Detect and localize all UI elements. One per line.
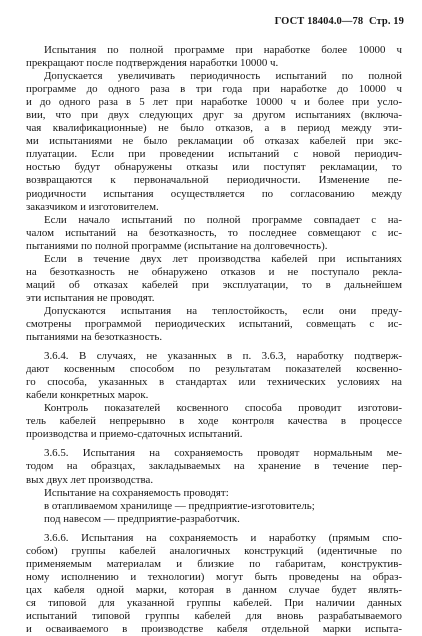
paragraph — [26, 214, 402, 253]
text-line: смотрены программой периодических испытаний, совмещать с ис- — [26, 317, 402, 330]
page-label: Стр. — [368, 16, 391, 27]
text-line: кабели конкретных марок. — [26, 389, 149, 402]
paragraph — [26, 305, 402, 344]
paragraph — [26, 350, 402, 402]
text-line: и до одного раза в 5 лет при наработке 10000 ч и более при усло- — [26, 96, 402, 109]
text-line: 3.6.5. Испытания на сохраняемость проводят нормальным ме- — [44, 447, 402, 460]
standard-id: ГОСТ 18404.0—78 — [274, 16, 364, 27]
text-line: применяемым материалам и близкие по габаритам, конструктив- — [26, 557, 402, 570]
text-line: испытаний типовой группы кабелей для вновь разрабатываемого — [26, 609, 402, 622]
text-line: Если в течение двух лет производства кабелей при испытаниях — [44, 252, 402, 265]
text-line: ностью будут обнаружены отказы или поступят рекламации, то — [26, 161, 402, 174]
text-line: Если начало испытаний по полной программе совпадает с на- — [44, 213, 402, 226]
text-line: заказчиком и изготовителем. — [26, 200, 159, 213]
text-line: ному исполнению и технологии) могут быть проведены на образ- — [26, 570, 402, 583]
text-line: ми испытаниями не было рекламации об отказах кабелей при экс- — [26, 135, 402, 148]
text-line: го способа, указанных в стандартах или технических условиях на — [26, 376, 402, 389]
page-number: 19 — [393, 16, 404, 27]
document-body — [26, 44, 402, 636]
text-line: Допускается увеличивать периодичность испытаний по полной — [44, 70, 402, 83]
text-line: под навесом — предприятие-разработчик. — [44, 512, 240, 525]
text-line: на безотказность не обнаружено отказов и не поступало рекла- — [26, 265, 402, 278]
text-line: вых двух лет производства. — [26, 473, 154, 486]
text-line: вии, что при двух следующих друг за другом испытаниях (включа- — [26, 109, 402, 122]
paragraph — [26, 532, 402, 636]
text-line: Испытание на сохраняемость проводят: — [44, 486, 229, 499]
text-line: риодичности испытания осуществляется по согласованию между — [26, 187, 402, 200]
text-line: 3.6.4. В случаях, не указанных в п. 3.6.3, наработку подтверж- — [44, 350, 402, 363]
text-line: цах кабеля одной марки, которая в данном случае будет являть- — [26, 583, 402, 596]
text-line: Контроль показателей косвенного способа проводит изготови- — [44, 402, 402, 415]
text-line: 3.6.6. Испытания на сохраняемость и наработку (прямым спо- — [44, 531, 402, 544]
text-line: и осваиваемого в производстве кабеля отдельной марки испыта- — [26, 623, 402, 636]
text-line: тодом на образцах, закладываемых на хранение в течение пер- — [26, 460, 402, 473]
text-line: Испытания по полной программе при наработке более 10000 ч — [44, 44, 402, 56]
text-line: Допускаются испытания на теплостойкость, если они преду- — [44, 304, 402, 317]
paragraph — [26, 44, 402, 70]
paragraph — [26, 402, 402, 441]
text-line: чалом испытаний на безотказность, то последнее совмещают с ис- — [26, 226, 402, 239]
text-line: ся типовой для указанной группы кабелей. При наличии данных — [26, 596, 402, 609]
text-line: пытаниями по полной программе (испытание на долговечность). — [26, 239, 328, 252]
text-line: программе до одного раза в три года при наработке до 10000 ч — [26, 83, 402, 96]
text-line: в отапливаемом хранилище — предприятие-изготовитель; — [44, 499, 315, 512]
text-line: чая квалификационные) не было отказов, а в период между эти- — [26, 122, 402, 135]
text-line: возвращаются к первоначальной периодичности. Изменение пе- — [26, 174, 402, 187]
text-line: прекращают после подтверждения наработки 10000 ч. — [26, 57, 279, 70]
paragraph — [26, 487, 402, 526]
text-line: производства и приемо-сдаточных испытаний. — [26, 428, 243, 441]
text-line: собом) группы кабелей аналогичных конструкций (идентичные по — [26, 544, 402, 557]
text-line: тель кабелей непрерывно в ходе контроля качества в процессе — [26, 415, 402, 428]
paragraph — [26, 70, 402, 214]
page-header — [275, 16, 404, 27]
text-line: плуатации. Если при проведении испытаний с новой периодич- — [26, 148, 402, 161]
text-line: дают косвенным способом по результатам показателей косвенно- — [26, 363, 402, 376]
text-line: эти испытания не проводят. — [26, 291, 155, 304]
text-line: пытаниями на безотказность. — [26, 331, 163, 344]
text-line: маций об отказах кабелей при эксплуатации, то в дальнейшем — [26, 278, 402, 291]
paragraph — [26, 447, 402, 486]
paragraph — [26, 253, 402, 305]
